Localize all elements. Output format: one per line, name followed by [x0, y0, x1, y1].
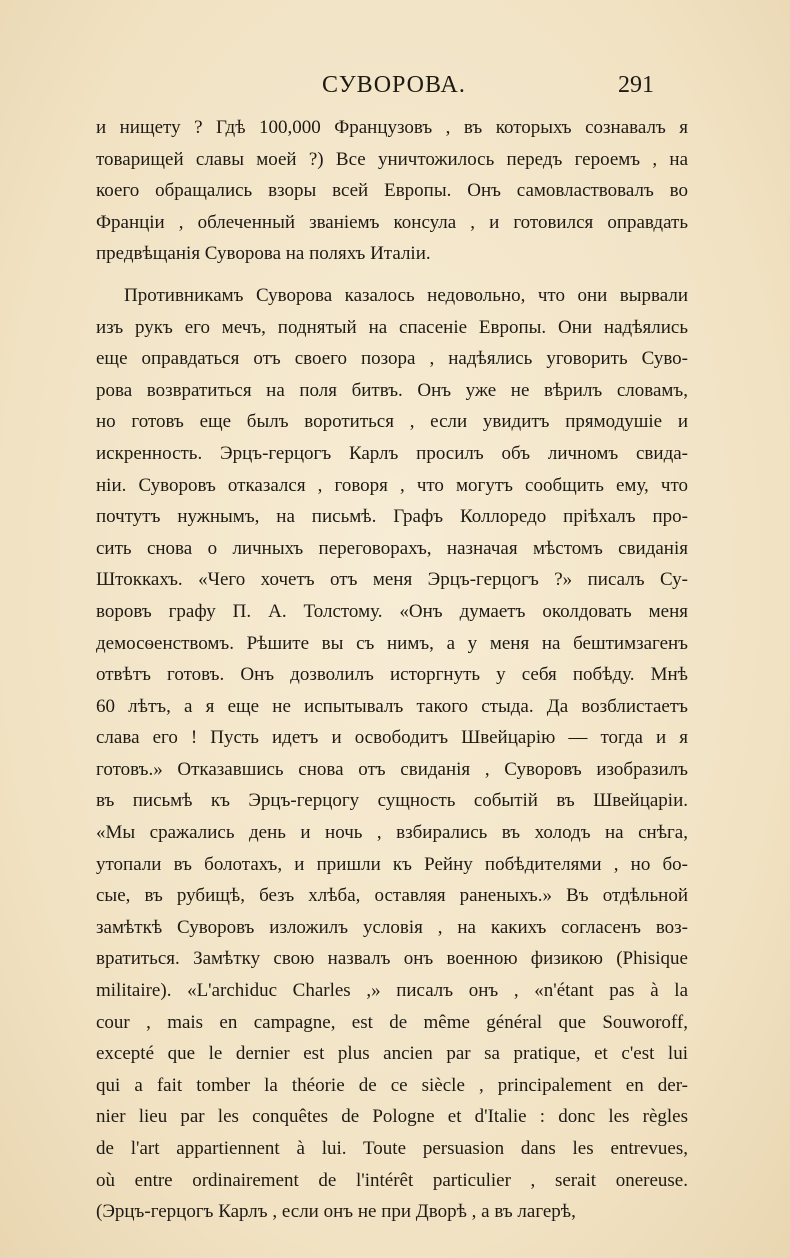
text-line: cour , mais en campagne, est de même général que Souworoff, [96, 1011, 688, 1033]
text-line: excepté que le dernier est plus ancien par sa pratique, et c'est lui [96, 1043, 688, 1065]
text-line: воровъ графу П. А. Толстому. «Онъ думаетъ околдовать меня [96, 600, 688, 622]
text-line: замѣткѣ Суворовъ изложилъ условія , на какихъ согласенъ воз- [96, 916, 688, 938]
text-line: отвѣтъ готовъ. Онъ дозволилъ исторгнуть у себя побѣду. Мнѣ [96, 664, 688, 686]
text-line: (Эрцъ-герцогъ Карлъ , если онъ не при Дворѣ , а въ лагерѣ, [96, 1201, 576, 1223]
text-line: Противникамъ Суворова казалось недовольно, что они вырвали [124, 284, 688, 306]
text-line: но готовъ еще былъ воротиться , если увидитъ прямодушіе и [96, 411, 688, 433]
text-line: почтутъ нужнымъ, на письмѣ. Графъ Коллоредо пріѣхалъ про- [96, 506, 688, 528]
text-line: militaire). «L'archiduc Charles ,» писалъ онъ , «n'étant pas à la [96, 980, 688, 1002]
text-line: вратиться. Замѣтку свою назвалъ онъ военною физикою (Phisique [96, 948, 688, 970]
text-line: искренность. Эрцъ-герцогъ Карлъ просилъ объ личномъ свида- [96, 442, 688, 464]
text-line: еще оправдаться отъ своего позора , надѣялись уговорить Суво- [96, 348, 688, 370]
running-title: СУВОРОВА. [322, 72, 466, 98]
text-line: où entre ordinairement de l'intérêt particulier , serait onereuse. [96, 1169, 688, 1191]
text-line: сые, въ рубищѣ, безъ хлѣба, оставляя раненыхъ.» Въ отдѣльной [96, 885, 688, 907]
text-line: Штоккахъ. «Чего хочетъ отъ меня Эрцъ-герцогъ ?» писалъ Су- [96, 569, 688, 591]
text-line: nier lieu par les conquêtes de Pologne et d'Italie : donc les règles [96, 1106, 688, 1128]
paragraph [96, 112, 688, 270]
text-line: de l'art appartiennent à lui. Toute persuasion dans les entrevues, [96, 1138, 688, 1159]
text-line: 60 лѣтъ, а я еще не испытывалъ такого стыда. Да возблистаетъ [96, 695, 688, 717]
text-line: въ письмѣ къ Эрцъ-герцогу сущность событій въ Швейцаріи. [96, 790, 688, 812]
text-line: сить снова о личныхъ переговорахъ, назначая мѣстомъ свиданія [96, 537, 688, 559]
text-line: готовъ.» Отказавшись снова отъ свиданія , Суворовъ изобразилъ [96, 758, 688, 780]
paragraph [96, 280, 688, 1228]
text-line: предвѣщанія Суворова на поляхъ Италіи. [96, 243, 431, 265]
text-body [96, 112, 688, 1228]
text-line: утопали въ болотахъ, и пришли къ Рейну побѣдителями , но бо- [96, 853, 688, 875]
text-line: ніи. Суворовъ отказался , говоря , что могутъ сообщить ему, что [96, 474, 688, 496]
text-line: Франціи , облеченный званіемъ консула , и готовился оправдать [96, 211, 688, 233]
text-line: изъ рукъ его мечъ, поднятый на спасеніе Европы. Они надѣялись [96, 316, 688, 338]
page-number: 291 [618, 72, 654, 98]
text-line: и нищету ? Гдѣ 100,000 Французовъ , въ которыхъ сознавалъ я [96, 117, 688, 138]
text-line: «Мы сражались день и ночь , взбирались въ холодъ на снѣга, [96, 822, 688, 844]
text-line: демосѳенствомъ. Рѣшите вы съ нимъ, а у меня на бештимзагенъ [96, 632, 688, 654]
text-line: слава его ! Пусть идетъ и освободитъ Швейцарію — тогда и я [96, 727, 688, 749]
text-line: qui a fait tomber la théorie de ce siècle , principalement en der- [96, 1074, 688, 1096]
text-line: товарищей славы моей ?) Все уничтожилось передъ героемъ , на [96, 148, 688, 170]
text-line: коего обращались взоры всей Европы. Онъ самовластвовалъ во [96, 180, 688, 202]
text-line: рова возвратиться на поля битвъ. Онъ уже не вѣрилъ словамъ, [96, 379, 688, 401]
page-header [0, 72, 790, 106]
